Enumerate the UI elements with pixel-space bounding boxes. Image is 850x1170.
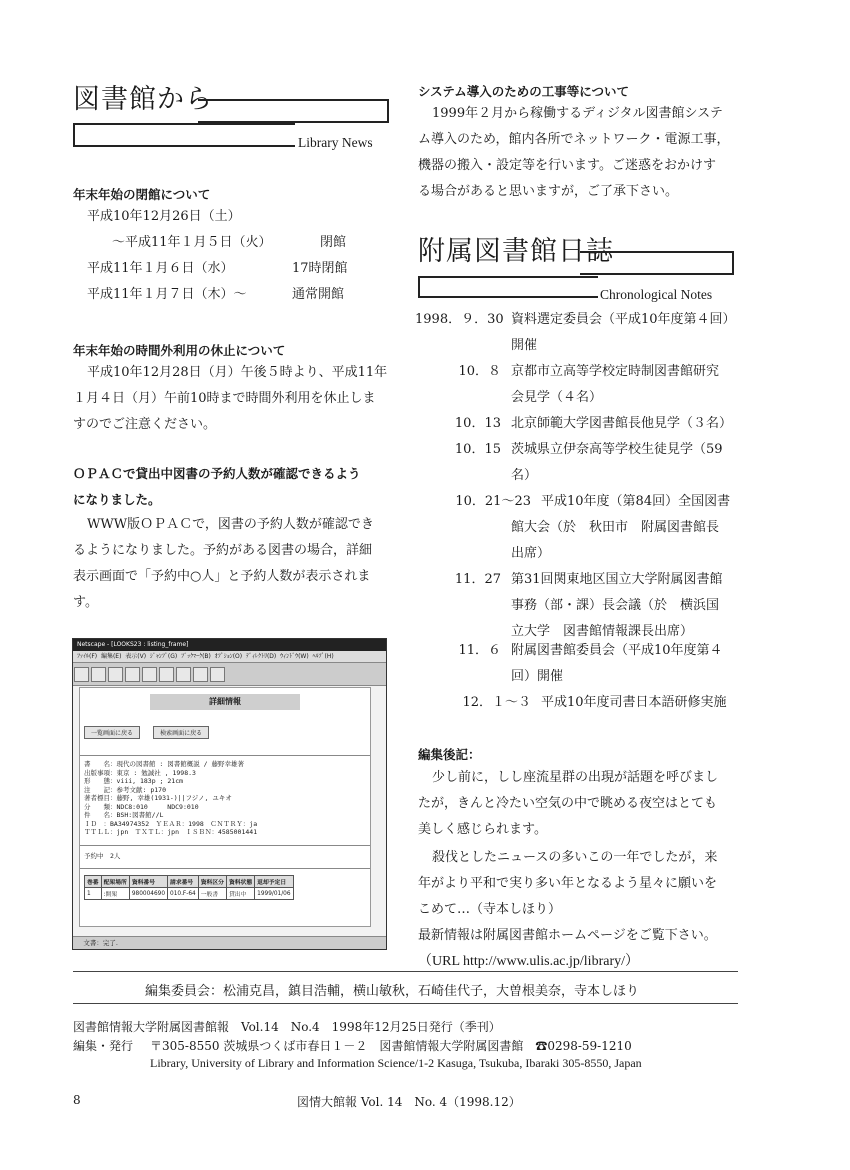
library-news-frame-bottom: [73, 123, 295, 147]
chronicle-date: 10．21～23: [455, 494, 531, 509]
record-line: 件 名：BSH:図書館//L: [84, 811, 164, 819]
holiday-row-2-status: 閉館: [320, 235, 347, 250]
holiday-row-3-status: 17時閉館: [292, 261, 348, 276]
screenshot-titlebar: Netscape - [LOOKS23 : listing_frame]: [73, 639, 386, 651]
editor-note-line: たが，きんと冷たい空気の中で眺める夜空はとても: [418, 796, 718, 811]
colophon-line-3: Library, University of Library and Information Science/1-2 Kasuga, Tsukuba, Ibaraki 305-8550, Japan: [150, 1056, 642, 1070]
chronicle-text: 事務（部・課）長会議（於 横浜国: [511, 598, 720, 613]
library-url: （URL http://www.ulis.ac.jp/library/）: [418, 954, 639, 969]
chronicle-date: 11．６: [458, 643, 501, 658]
record-line: ＴＴＬＬ：jpn ＴＸＴＬ：jpn ＩＳＢＮ：4585001441: [84, 828, 258, 836]
chronicle-date: 10．13: [454, 416, 501, 431]
system-work-heading: システム導入のための工事等について: [418, 84, 630, 99]
home-icon: [108, 667, 123, 682]
stop-icon: [210, 667, 225, 682]
committee-rule-bottom: [73, 1003, 738, 1004]
table-cell: 貸出中: [226, 888, 254, 900]
library-news-title: 図書館から: [73, 84, 213, 115]
chronicle-text: 資料選定委員会（平成10年度第４回）: [511, 312, 736, 327]
opac-heading-line-1: ＯＰＡＣで貸出中図書の予約人数が確認できるよう: [73, 466, 361, 481]
holdings-table: [84, 875, 294, 900]
table-header: 配架場所: [101, 876, 129, 888]
holiday-row-2-date: ～平成11年１月５日（火）: [112, 235, 272, 250]
images-icon: [142, 667, 157, 682]
reload-icon: [125, 667, 140, 682]
chronicle-frame-top: [580, 251, 734, 275]
screenshot-menu-item: 編集(E): [100, 653, 122, 660]
after-hours-line-3: すのでご注意ください。: [73, 417, 217, 432]
editor-note-line: 美しく感じられます。: [418, 822, 547, 837]
record-line: ＩＤ ：BA34974352 ＹＥＡＲ：1998 ＣＮＴＲＹ：ja: [84, 819, 258, 828]
opac-heading-line-2: になりました。: [73, 492, 161, 507]
running-title: 図情大館報 Vol. 14 No. 4（1998.12）: [297, 1095, 521, 1109]
record-line: 分 類：NDC8:010 NDC9:010: [84, 802, 199, 811]
table-cell: :開架: [101, 888, 129, 900]
table-cell: 1999/01/06: [255, 888, 293, 900]
chronicle-text: 館大会（於 秋田市 附属図書館長: [511, 520, 720, 535]
after-hours-heading: 年末年始の時間外利用の休止について: [73, 343, 286, 358]
chronicle-date: 1998．９．30: [415, 312, 504, 327]
committee-list: 編集委員会：松浦克昌，鎮目浩輔，横山敏秋，石崎佳代子，大曽根美奈，寺本しほり: [145, 984, 640, 999]
holiday-closure-heading: 年末年始の閉館について: [73, 187, 211, 202]
chronicle-date: 11．27: [454, 572, 501, 587]
after-hours-line-1: 平成10年12月28日（月）午後５時より、平成11年: [87, 365, 388, 380]
holiday-row-4-status: 通常開館: [292, 287, 345, 302]
chronicle-text: 茨城県立伊奈高等学校生徒見学（59: [511, 442, 723, 457]
editor-note-line: こめて…（寺本しほり）: [418, 902, 562, 917]
chronicle-date: 10．８: [458, 364, 501, 379]
chronicle-date: 10．15: [454, 442, 501, 457]
holiday-row-1-date: 平成10年12月26日（土）: [87, 209, 241, 224]
screenshot-menu-item: ﾌﾞｯｸﾏｰｸ(B): [181, 653, 211, 660]
holiday-row-3-date: 平成11年１月６日（水）: [87, 261, 234, 276]
chronicle-text: 開催: [511, 338, 538, 353]
system-work-line-1: 1999年２月から稼働するディジタル図書館システ: [432, 106, 723, 121]
table-row: [85, 888, 294, 900]
chronicle-text: 附属図書館委員会（平成10年度第４: [511, 643, 723, 658]
table-header: 返却予定日: [255, 876, 293, 888]
editor-note-line: 最新情報は附属図書館ホームページをご覧下さい。: [418, 928, 717, 943]
table-header: 資料番号: [129, 876, 167, 888]
record-line: 形 態：viii, 183p ; 21cm: [84, 777, 184, 785]
chronicle-title: 附属図書館日誌: [418, 236, 614, 267]
screenshot-statusbar: 文書：完了.: [73, 936, 386, 949]
committee-rule-top: [73, 971, 738, 972]
screenshot-menu-item: ﾍﾙﾌﾟ(H): [312, 653, 334, 660]
chronicle-text: 名）: [511, 468, 538, 483]
opac-line-1: WWW版ＯＰＡＣで，図書の予約人数が確認でき: [87, 517, 374, 532]
editor-note-line: 少し前に，しし座流星群の出現が話題を呼びまし: [432, 770, 719, 785]
table-header: 請求番号: [168, 876, 199, 888]
chronicle-text: 出席）: [511, 546, 551, 561]
editor-note-line: 年がより平和で実り多い年となるよう星々に願いを: [418, 876, 718, 891]
back-to-search-button: 検索画面に戻る: [153, 726, 209, 739]
system-work-line-4: る場合があると思いますが，ご了承下さい。: [418, 184, 679, 199]
chronicle-text: 立大学 図書館情報課長出席）: [511, 624, 694, 639]
after-hours-line-2: １月４日（月）午前10時まで時間外利用を休止しま: [73, 391, 376, 406]
library-news-frame-top: [198, 99, 389, 123]
screenshot-toolbar: [73, 663, 386, 686]
colophon-line-1: 図書館情報大学附属図書館報 Vol.14 No.4 1998年12月25日発行（季刊）: [73, 1020, 501, 1034]
reserve-count: 予約中 2人: [84, 851, 121, 860]
screenshot-page-heading: 詳細情報: [150, 694, 300, 710]
screenshot-menu-item: ｼﾞｬﾝﾌﾟ(G): [149, 653, 178, 660]
screenshot-menu-item: ﾌｧｲﾙ(F): [77, 653, 98, 660]
colophon-label: 編集・発行: [73, 1039, 134, 1053]
chronicle-subtitle: Chronological Notes: [600, 287, 713, 302]
screenshot-menu-item: ｵﾌﾟｼｮﾝ(O): [214, 653, 243, 660]
print-icon: [176, 667, 191, 682]
screenshot-content: [79, 687, 371, 927]
chronicle-text: 平成10年度司書日本語研修実施: [541, 695, 727, 710]
system-work-line-2: ム導入のため，館内各所でネットワーク・電源工事，: [418, 132, 730, 147]
chronicle-text: 第31回関東地区国立大学附属図書館: [511, 572, 723, 587]
table-cell: 1: [85, 888, 102, 900]
record-line: 著者標目：藤野, 幸雄(1931-)||フジノ, ユキオ: [84, 794, 232, 802]
find-icon: [193, 667, 208, 682]
page-number: 8: [73, 1093, 81, 1107]
system-work-line-3: 機器の搬入・設定等を行います。ご迷惑をおかけす: [418, 158, 716, 173]
library-news-subtitle: Library News: [298, 135, 373, 150]
colophon-line-2: 〒305-8550 茨城県つくば市春日１－２ 図書館情報大学附属図書館 ☎0298-59-1210: [150, 1039, 632, 1053]
chronicle-text: 京都市立高等学校定時制図書館研究: [511, 364, 720, 379]
table-cell: 010.F-64: [168, 888, 199, 900]
chronicle-text: 回）開催: [511, 669, 564, 684]
chronicle-date: 12．１～３: [462, 695, 531, 710]
back-icon: [74, 667, 89, 682]
chronicle-text: 北京師範大学図書館長他見学（３名）: [511, 416, 733, 431]
table-header: 巻番: [85, 876, 102, 888]
opac-line-4: す。: [73, 595, 98, 610]
table-cell: 980004690: [129, 888, 167, 900]
chronicle-frame-bottom: [418, 276, 598, 298]
table-header: 資料区分: [198, 876, 226, 888]
forward-icon: [91, 667, 106, 682]
open-icon: [159, 667, 174, 682]
screenshot-menu-item: 表示(V): [125, 653, 147, 660]
table-header: 資料状態: [226, 876, 254, 888]
holiday-row-4-date: 平成11年１月７日（木）～: [87, 287, 247, 302]
editor-note-heading: 編集後記：: [418, 747, 481, 762]
chronicle-text: 平成10年度（第84回）全国図書: [541, 494, 731, 509]
chronicle-text: 会見学（４名）: [511, 390, 603, 405]
screenshot-menu-item: ｳｨﾝﾄﾞｳ(W): [280, 653, 309, 660]
record-line: 書 名：現代の図書館 : 図書館概説 / 藤野幸雄著: [84, 760, 244, 768]
table-cell: 一般書: [198, 888, 226, 900]
back-to-list-button: 一覧画面に戻る: [84, 726, 140, 739]
opac-screenshot: [72, 638, 387, 950]
opac-line-2: るようになりました。予約がある図書の場合，詳細: [73, 543, 373, 558]
record-line: 出版事項：東京 : 勉誠社 , 1998.3: [84, 768, 196, 777]
record-line: 注 記：参考文献: p170: [84, 785, 166, 794]
screenshot-menubar: [73, 651, 386, 663]
editor-note-line: 殺伐としたニュースの多いこの一年でしたが，来: [432, 850, 718, 865]
opac-line-3: 表示画面で「予約中○人」と予約人数が表示されま: [73, 569, 371, 584]
table-header-row: [85, 876, 294, 888]
screenshot-menu-item: ﾃﾞｨﾚｸﾄﾘ(D): [245, 653, 277, 660]
